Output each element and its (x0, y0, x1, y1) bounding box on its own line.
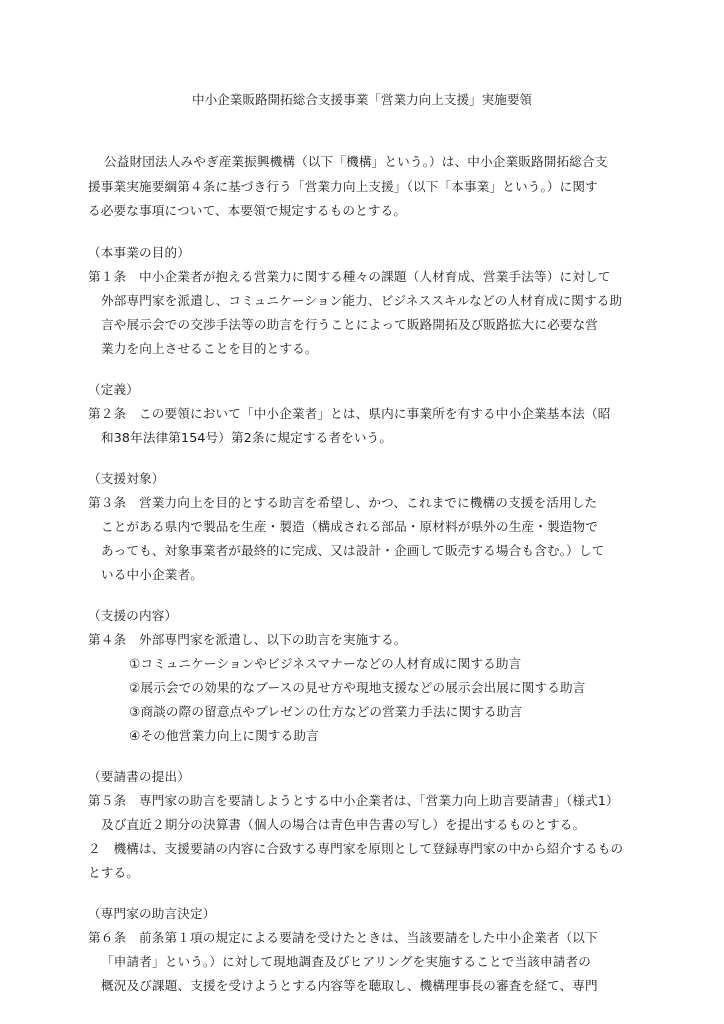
article-line: 第４条 外部専門家を派遣し、以下の助言を実施する。 (88, 632, 407, 647)
section-heading: （定義） (88, 382, 139, 397)
list-item: ③商談の際の留意点やプレゼンの仕方などの営業力手法に関する助言 (129, 704, 523, 719)
list-item: ①コミュニケーションやビジネスマナーなどの人材育成に関する助言 (129, 656, 522, 671)
section-heading: （専門家の助言決定） (88, 906, 216, 921)
list-item: ④その他営業力向上に関する助言 (129, 728, 319, 743)
article-line: 第６条 前条第１項の規定による要請を受けたときは、当該要請をした中小企業者（以下 (88, 930, 598, 945)
article-line: とする。 (88, 865, 139, 880)
section-heading: （支援の内容） (88, 608, 178, 623)
article-line: 第５条 専門家の助言を要請しようとする中小企業者は、「営業力向上助言要請書」（様式1） (88, 793, 619, 808)
article-line: 第２条 この要領において「中小企業者」とは、県内に事業所を有する中小企業基本法（昭 (88, 406, 611, 421)
article-line: 概況及び課題、支援を受けようとする内容等を聴取し、機構理事長の審査を経て、専門 (101, 978, 598, 993)
intro-line: る必要な事項について、本要領で規定するものとする。 (88, 203, 407, 218)
article-line: 和38年法律第154号）第2条に規定する者をいう。 (101, 430, 393, 445)
article-line: 第３条 営業力向上を目的とする助言を希望し、かつ、これまでに機構の支援を活用した (88, 495, 598, 510)
article-line: 「申請者」という。）に対して現地調査及びヒアリングを実施することで当該申請者の (101, 954, 591, 969)
article-line: あっても、対象事業者が最終的に完成、又は設計・企画して販売する場合も含む。）して (101, 543, 605, 558)
article-line: 及び直近２期分の決算書（個人の場合は青色申告書の写し）を提出するものとする。 (101, 817, 586, 832)
intro-line: 公益財団法人みやぎ産業振興機構（以下「機構」という。）は、中小企業販路開拓総合支 (104, 154, 608, 169)
article-line: 第１条 中小企業者が抱える営業力に関する種々の課題（人材育成、営業手法等）に対して (88, 269, 611, 284)
section-heading: （支援対象） (88, 471, 165, 486)
document-title: 中小企業販路開拓総合支援事業「営業力向上支援」実施要領 (191, 92, 533, 107)
article-line: 業力を向上させることを目的とする。 (101, 341, 318, 356)
intro-line: 援事業実施要綱第４条に基づき行う「営業力向上支援」（以下「本事業」という。）に関す (88, 179, 598, 194)
article-line: 言や展示会での交渉手法等の助言を行うことによって販路開拓及び販路拡大に必要な営 (101, 317, 599, 332)
article-line: ２ 機構は、支援要請の内容に合致する専門家を原則として登録専門家の中から紹介するもの (88, 841, 624, 856)
article-line: いる中小企業者。 (101, 567, 203, 582)
article-line: 外部専門家を派遣し、コミュニケーション能力、ビジネススキルなどの人材育成に関する助 (101, 293, 623, 308)
article-line: ことがある県内で製品を生産・製造（構成される部品・原材料が県外の生産・製造物で (101, 519, 599, 534)
section-heading: （要請書の提出） (88, 769, 190, 784)
list-item: ②展示会での効果的なブースの見せ方や現地支援などの展示会出展に関する助言 (129, 680, 586, 695)
section-heading: （本事業の目的） (88, 245, 190, 260)
